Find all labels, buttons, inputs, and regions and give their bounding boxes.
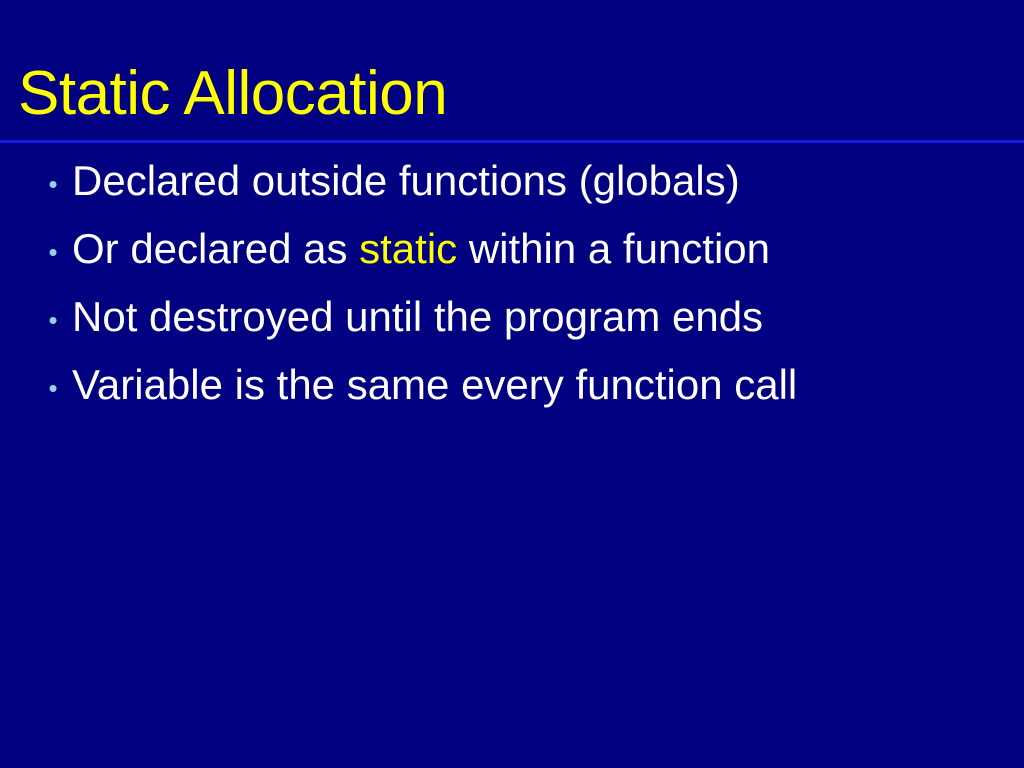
list-item-text-post: within a function bbox=[457, 225, 771, 272]
bullet-marker-icon: • bbox=[48, 237, 58, 267]
list-item-text-pre: Or declared as bbox=[72, 225, 360, 272]
title-divider bbox=[0, 140, 1024, 143]
list-item-label: Not destroyed until the program ends bbox=[72, 293, 764, 340]
list-item-label: Variable is the same every function call bbox=[72, 361, 798, 408]
page-title: Static Allocation bbox=[18, 59, 448, 128]
list-item bbox=[34, 354, 994, 416]
list-item bbox=[34, 218, 994, 280]
bullet-marker-icon: • bbox=[48, 305, 58, 335]
list-item bbox=[34, 150, 994, 212]
bullet-marker-icon: • bbox=[48, 373, 58, 403]
list-item-label bbox=[72, 218, 770, 280]
bullet-marker-icon: • bbox=[48, 169, 58, 199]
list-item bbox=[34, 286, 994, 348]
list-item-label: Declared outside functions (globals) bbox=[72, 157, 740, 204]
bullet-list bbox=[34, 150, 994, 422]
keyword-static: static bbox=[359, 225, 458, 272]
